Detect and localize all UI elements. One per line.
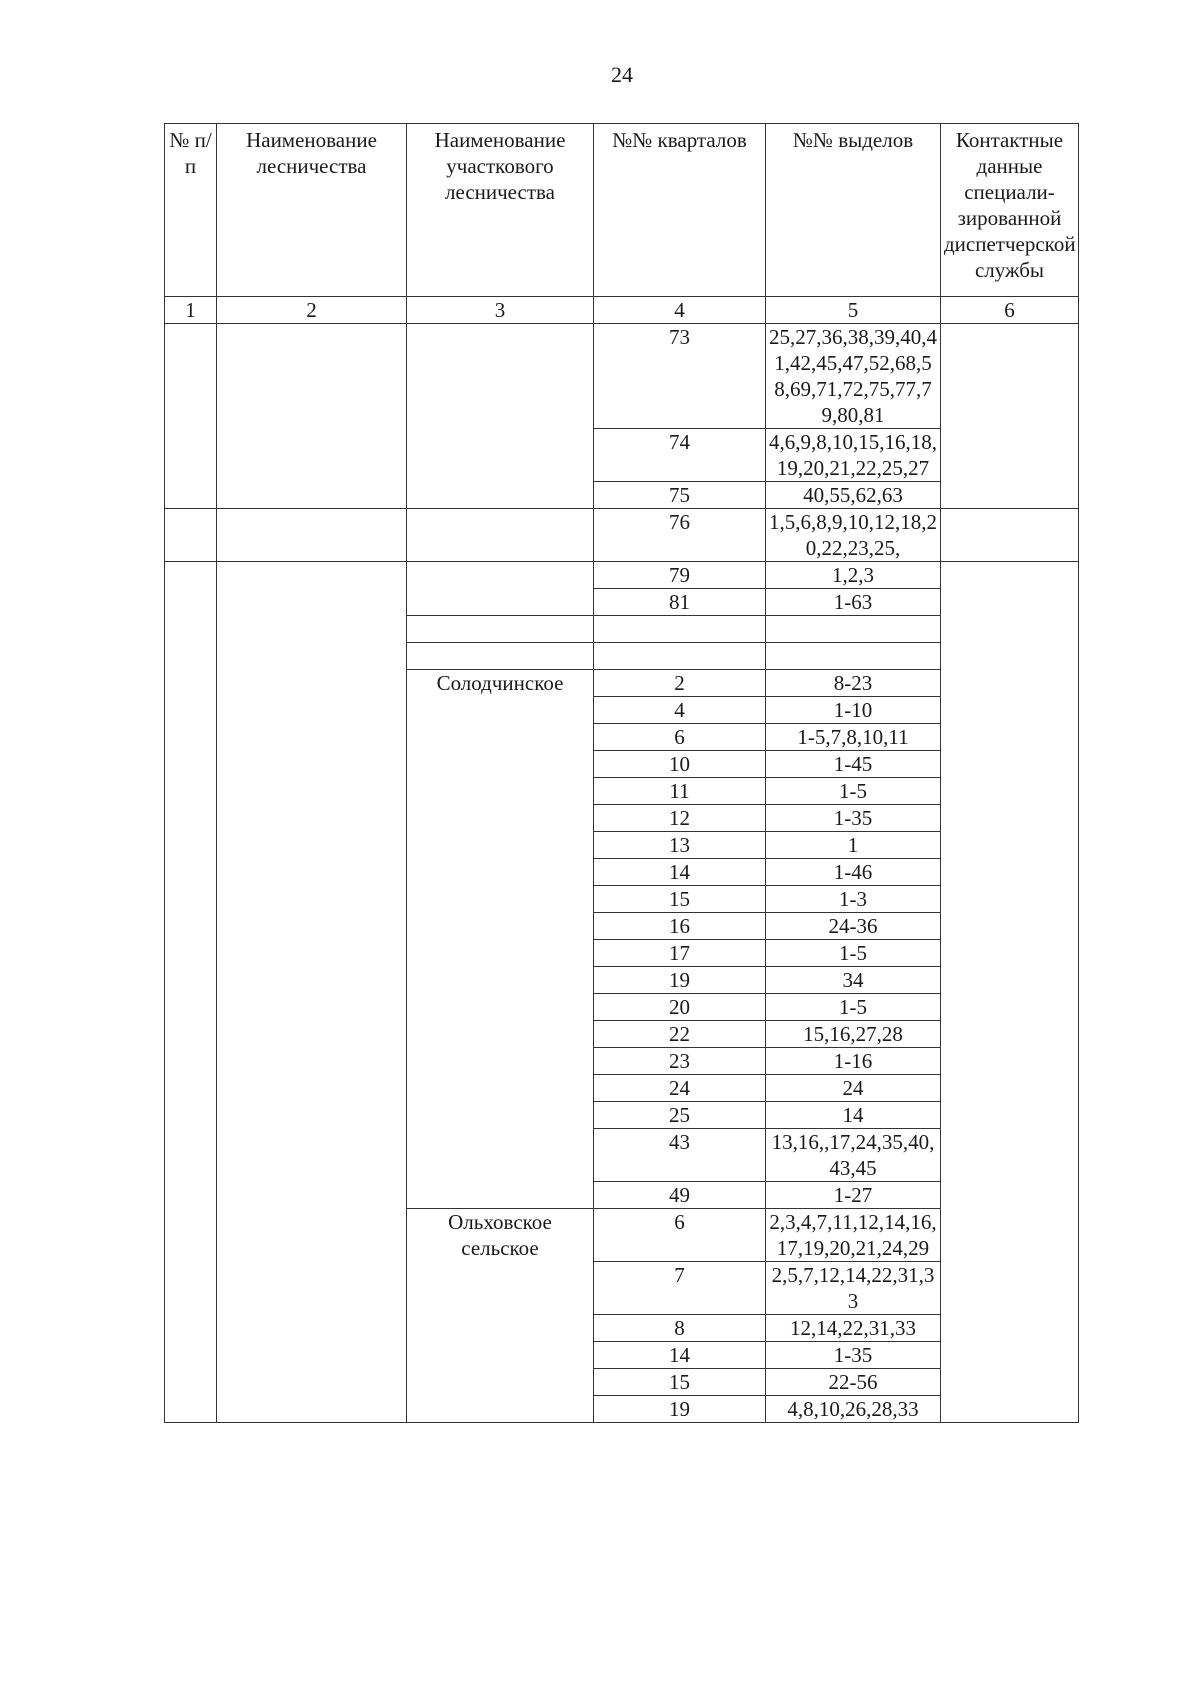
- allotment-numbers-cell: 1-3: [766, 886, 941, 913]
- quarter-number-cell: 81: [594, 589, 766, 616]
- allotment-numbers-cell: 1-45: [766, 751, 941, 778]
- allotment-numbers-cell: 22-56: [766, 1369, 941, 1396]
- allotment-numbers-cell: 2,5,7,12,14,22,31,33: [766, 1262, 941, 1315]
- quarter-number-cell: 73: [594, 324, 766, 429]
- item-number-cell: [165, 324, 217, 509]
- allotment-numbers-cell: 1: [766, 832, 941, 859]
- district-forestry-name: Ольховское сельское: [407, 1209, 594, 1423]
- allotment-numbers-cell: 1-5: [766, 994, 941, 1021]
- allotment-numbers-cell: 1,5,6,8,9,10,12,18,20,22,23,25,: [766, 509, 941, 562]
- allotment-numbers-cell: 1-35: [766, 805, 941, 832]
- contact-data-cell: [941, 324, 1079, 509]
- forestry-name-cell: [217, 562, 407, 1423]
- allotment-numbers-cell: 2,3,4,7,11,12,14,16,17,19,20,21,24,29: [766, 1209, 941, 1262]
- forestry-name-cell: [217, 509, 407, 562]
- header-cell: №№ кварталов: [594, 124, 766, 297]
- quarter-number-cell: 16: [594, 913, 766, 940]
- quarter-number-cell: 7: [594, 1262, 766, 1315]
- quarter-number-cell: 4: [594, 697, 766, 724]
- district-forestry-cell: [407, 324, 594, 509]
- allotment-numbers-cell: 24-36: [766, 913, 941, 940]
- header-row: [165, 124, 1079, 297]
- allotment-numbers-cell: 1-10: [766, 697, 941, 724]
- district-forestry-cell: [407, 509, 594, 562]
- table-row: [165, 562, 1079, 589]
- quarter-number-cell: 22: [594, 1021, 766, 1048]
- item-number-cell: [165, 509, 217, 562]
- quarter-number-cell: 43: [594, 1129, 766, 1182]
- column-number: 2: [217, 297, 407, 324]
- district-forestry-name: Солодчинское: [407, 670, 594, 1209]
- quarter-number-cell: 24: [594, 1075, 766, 1102]
- column-number: 6: [941, 297, 1079, 324]
- quarter-number-cell: 76: [594, 509, 766, 562]
- header-cell: Наименование лесничества: [217, 124, 407, 297]
- allotment-numbers-cell: 25,27,36,38,39,40,41,42,45,47,52,68,58,69,71,72,75,77,79,80,81: [766, 324, 941, 429]
- quarter-number-cell: 20: [594, 994, 766, 1021]
- quarter-number-cell: 75: [594, 482, 766, 509]
- header-cell: №№ выделов: [766, 124, 941, 297]
- allotment-numbers-cell: 1-46: [766, 859, 941, 886]
- column-number: 4: [594, 297, 766, 324]
- allotment-numbers-cell: 1-5,7,8,10,11: [766, 724, 941, 751]
- allotment-numbers-cell: 1-35: [766, 1342, 941, 1369]
- quarter-number-cell: [594, 616, 766, 643]
- table-body: [165, 324, 1079, 1423]
- quarter-number-cell: 79: [594, 562, 766, 589]
- quarter-number-cell: 2: [594, 670, 766, 697]
- allotment-numbers-cell: 34: [766, 967, 941, 994]
- column-number: 5: [766, 297, 941, 324]
- allotment-numbers-cell: 1-5: [766, 778, 941, 805]
- allotment-numbers-cell: [766, 616, 941, 643]
- quarter-number-cell: 14: [594, 1342, 766, 1369]
- allotment-numbers-cell: 40,55,62,63: [766, 482, 941, 509]
- allotment-numbers-cell: 1-16: [766, 1048, 941, 1075]
- quarter-number-cell: 23: [594, 1048, 766, 1075]
- quarter-number-cell: 11: [594, 778, 766, 805]
- forest-quarters-table: [164, 123, 1079, 1423]
- allotment-numbers-cell: 4,6,9,8,10,15,16,18,19,20,21,22,25,27: [766, 429, 941, 482]
- allotment-numbers-cell: 1,2,3: [766, 562, 941, 589]
- quarter-number-cell: 6: [594, 724, 766, 751]
- column-number: 1: [165, 297, 217, 324]
- header-cell: № п/п: [165, 124, 217, 297]
- contact-data-cell: [941, 562, 1079, 1423]
- quarter-number-cell: 19: [594, 1396, 766, 1423]
- quarter-number-cell: 15: [594, 1369, 766, 1396]
- allotment-numbers-cell: [766, 643, 941, 670]
- quarter-number-cell: 14: [594, 859, 766, 886]
- quarter-number-cell: [594, 643, 766, 670]
- quarter-number-cell: 74: [594, 429, 766, 482]
- quarter-number-cell: 49: [594, 1182, 766, 1209]
- header-cell: Контактные данные специали-зированной диспетчерской службы: [941, 124, 1079, 297]
- quarter-number-cell: 10: [594, 751, 766, 778]
- allotment-numbers-cell: 1-63: [766, 589, 941, 616]
- allotment-numbers-cell: 14: [766, 1102, 941, 1129]
- quarter-number-cell: 17: [594, 940, 766, 967]
- quarter-number-cell: 13: [594, 832, 766, 859]
- table-row: [165, 509, 1079, 562]
- column-number-row: [165, 297, 1079, 324]
- district-forestry-cell: [407, 616, 594, 643]
- item-number-cell: [165, 562, 217, 1423]
- contact-data-cell: [941, 509, 1079, 562]
- quarter-number-cell: 19: [594, 967, 766, 994]
- district-forestry-cell: [407, 562, 594, 616]
- allotment-numbers-cell: 8-23: [766, 670, 941, 697]
- allotment-numbers-cell: 13,16,,17,24,35,40,43,45: [766, 1129, 941, 1182]
- allotment-numbers-cell: 24: [766, 1075, 941, 1102]
- table-row: [165, 324, 1079, 429]
- quarter-number-cell: 12: [594, 805, 766, 832]
- header-cell: Наименование участкового лесничества: [407, 124, 594, 297]
- page-number: 24: [611, 62, 633, 87]
- quarter-number-cell: 6: [594, 1209, 766, 1262]
- column-number: 3: [407, 297, 594, 324]
- allotment-numbers-cell: 1-5: [766, 940, 941, 967]
- allotment-numbers-cell: 15,16,27,28: [766, 1021, 941, 1048]
- forestry-name-cell: [217, 324, 407, 509]
- quarter-number-cell: 25: [594, 1102, 766, 1129]
- allotment-numbers-cell: 4,8,10,26,28,33: [766, 1396, 941, 1423]
- allotment-numbers-cell: 12,14,22,31,33: [766, 1315, 941, 1342]
- district-forestry-cell: [407, 643, 594, 670]
- quarter-number-cell: 15: [594, 886, 766, 913]
- allotment-numbers-cell: 1-27: [766, 1182, 941, 1209]
- quarter-number-cell: 8: [594, 1315, 766, 1342]
